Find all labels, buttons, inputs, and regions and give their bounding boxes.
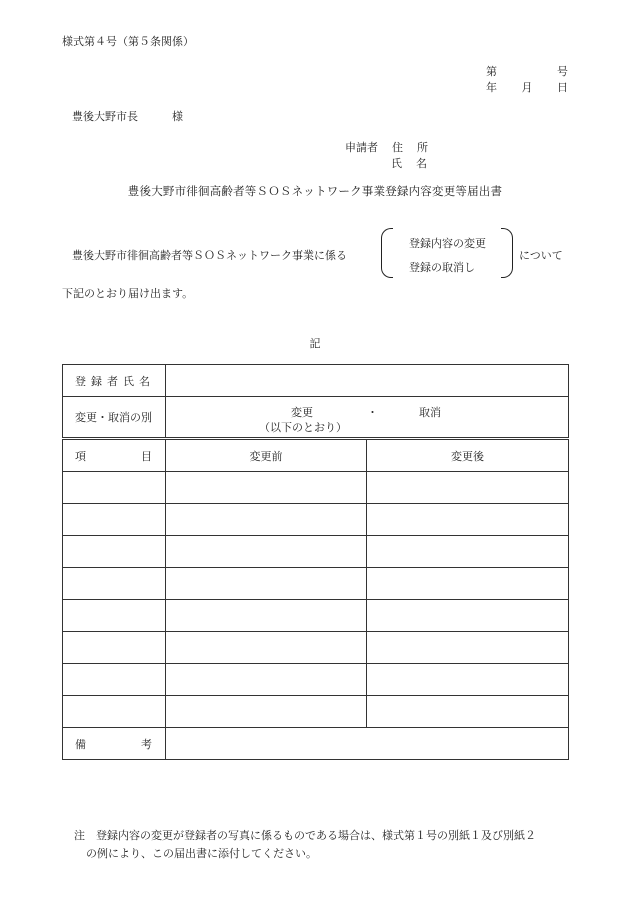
before-cell[interactable] xyxy=(166,536,367,568)
item-cell[interactable] xyxy=(63,664,166,696)
option-cancel: 登録の取消し xyxy=(409,261,475,274)
registrant-name-label: 登 録 者 氏 名 xyxy=(63,365,166,397)
form-table xyxy=(62,364,569,760)
table-row xyxy=(63,568,569,600)
option-change: 登録内容の変更 xyxy=(409,237,486,250)
name-label-2: 名 xyxy=(416,157,427,170)
day-label: 日 xyxy=(557,81,568,94)
addressee-name: 豊後大野市長 xyxy=(72,110,138,123)
remarks-field[interactable] xyxy=(166,728,569,760)
address-label-2: 所 xyxy=(417,141,428,154)
after-cell[interactable] xyxy=(367,696,569,728)
year-label: 年 xyxy=(486,81,497,94)
name-label-1: 氏 xyxy=(391,157,402,170)
remarks-label: 備 考 xyxy=(63,728,166,760)
item-cell[interactable] xyxy=(63,696,166,728)
before-cell[interactable] xyxy=(166,664,367,696)
date-line xyxy=(486,79,568,95)
registrant-row xyxy=(63,365,569,397)
applicant-name-line xyxy=(391,155,427,171)
table-row xyxy=(63,632,569,664)
addressee xyxy=(72,108,183,124)
note-line-2: の例により、この届出書に添付してください。 xyxy=(86,847,317,860)
body-line-1: 豊後大野市徘徊高齢者等ＳＯＳネットワーク事業に係る xyxy=(72,249,347,262)
table-row xyxy=(63,664,569,696)
option-separator: ・ xyxy=(367,406,378,419)
after-cell[interactable] xyxy=(367,600,569,632)
header-row xyxy=(63,439,569,472)
table-row xyxy=(63,696,569,728)
change-type-field[interactable] xyxy=(166,397,569,439)
document-number-line xyxy=(486,63,568,79)
item-cell[interactable] xyxy=(63,600,166,632)
before-cell[interactable] xyxy=(166,568,367,600)
before-cell[interactable] xyxy=(166,632,367,664)
change-type-row xyxy=(63,397,569,439)
number-prefix: 第 xyxy=(486,65,497,78)
change-option[interactable]: 変更 xyxy=(291,406,313,419)
table-row xyxy=(63,536,569,568)
after-cell[interactable] xyxy=(367,664,569,696)
cancel-option[interactable]: 取消 xyxy=(419,406,441,419)
table-row xyxy=(63,600,569,632)
registrant-name-field[interactable] xyxy=(166,365,569,397)
right-bracket xyxy=(501,228,513,278)
after-header: 変更後 xyxy=(367,439,569,472)
document-title: 豊後大野市徘徊高齢者等ＳＯＳネットワーク事業登録内容変更等届出書 xyxy=(127,184,503,198)
option-bracket xyxy=(381,228,513,280)
before-cell[interactable] xyxy=(166,472,367,504)
before-cell[interactable] xyxy=(166,696,367,728)
item-cell[interactable] xyxy=(63,536,166,568)
remarks-row xyxy=(63,728,569,760)
change-subnote: （以下のとおり） xyxy=(259,421,347,434)
after-cell[interactable] xyxy=(367,568,569,600)
number-suffix: 号 xyxy=(557,65,568,78)
before-header: 変更前 xyxy=(166,439,367,472)
item-cell[interactable] xyxy=(63,472,166,504)
body-line-2: 下記のとおり届け出ます。 xyxy=(62,287,194,300)
after-cell[interactable] xyxy=(367,472,569,504)
item-header: 項 目 xyxy=(63,439,166,472)
addressee-honorific: 様 xyxy=(172,110,183,123)
table-row xyxy=(63,472,569,504)
about-text: について xyxy=(519,249,563,262)
item-cell[interactable] xyxy=(63,632,166,664)
item-cell[interactable] xyxy=(63,568,166,600)
change-type-label: 変更・取消の別 xyxy=(63,397,166,439)
before-cell[interactable] xyxy=(166,504,367,536)
address-label-1: 住 xyxy=(392,141,403,154)
applicant-label: 申請者 xyxy=(345,141,378,154)
after-cell[interactable] xyxy=(367,536,569,568)
note-line-1: 注 登録内容の変更が登録者の写真に係るものである場合は、様式第１号の別紙１及び別紙２ xyxy=(74,829,536,842)
before-cell[interactable] xyxy=(166,600,367,632)
form-number: 様式第４号（第５条関係） xyxy=(62,35,194,48)
table-row xyxy=(63,504,569,536)
applicant-address-line xyxy=(345,139,428,155)
after-cell[interactable] xyxy=(367,504,569,536)
item-cell[interactable] xyxy=(63,504,166,536)
ki-heading: 記 xyxy=(309,337,321,350)
after-cell[interactable] xyxy=(367,632,569,664)
month-label: 月 xyxy=(521,81,533,94)
left-bracket xyxy=(381,228,393,278)
